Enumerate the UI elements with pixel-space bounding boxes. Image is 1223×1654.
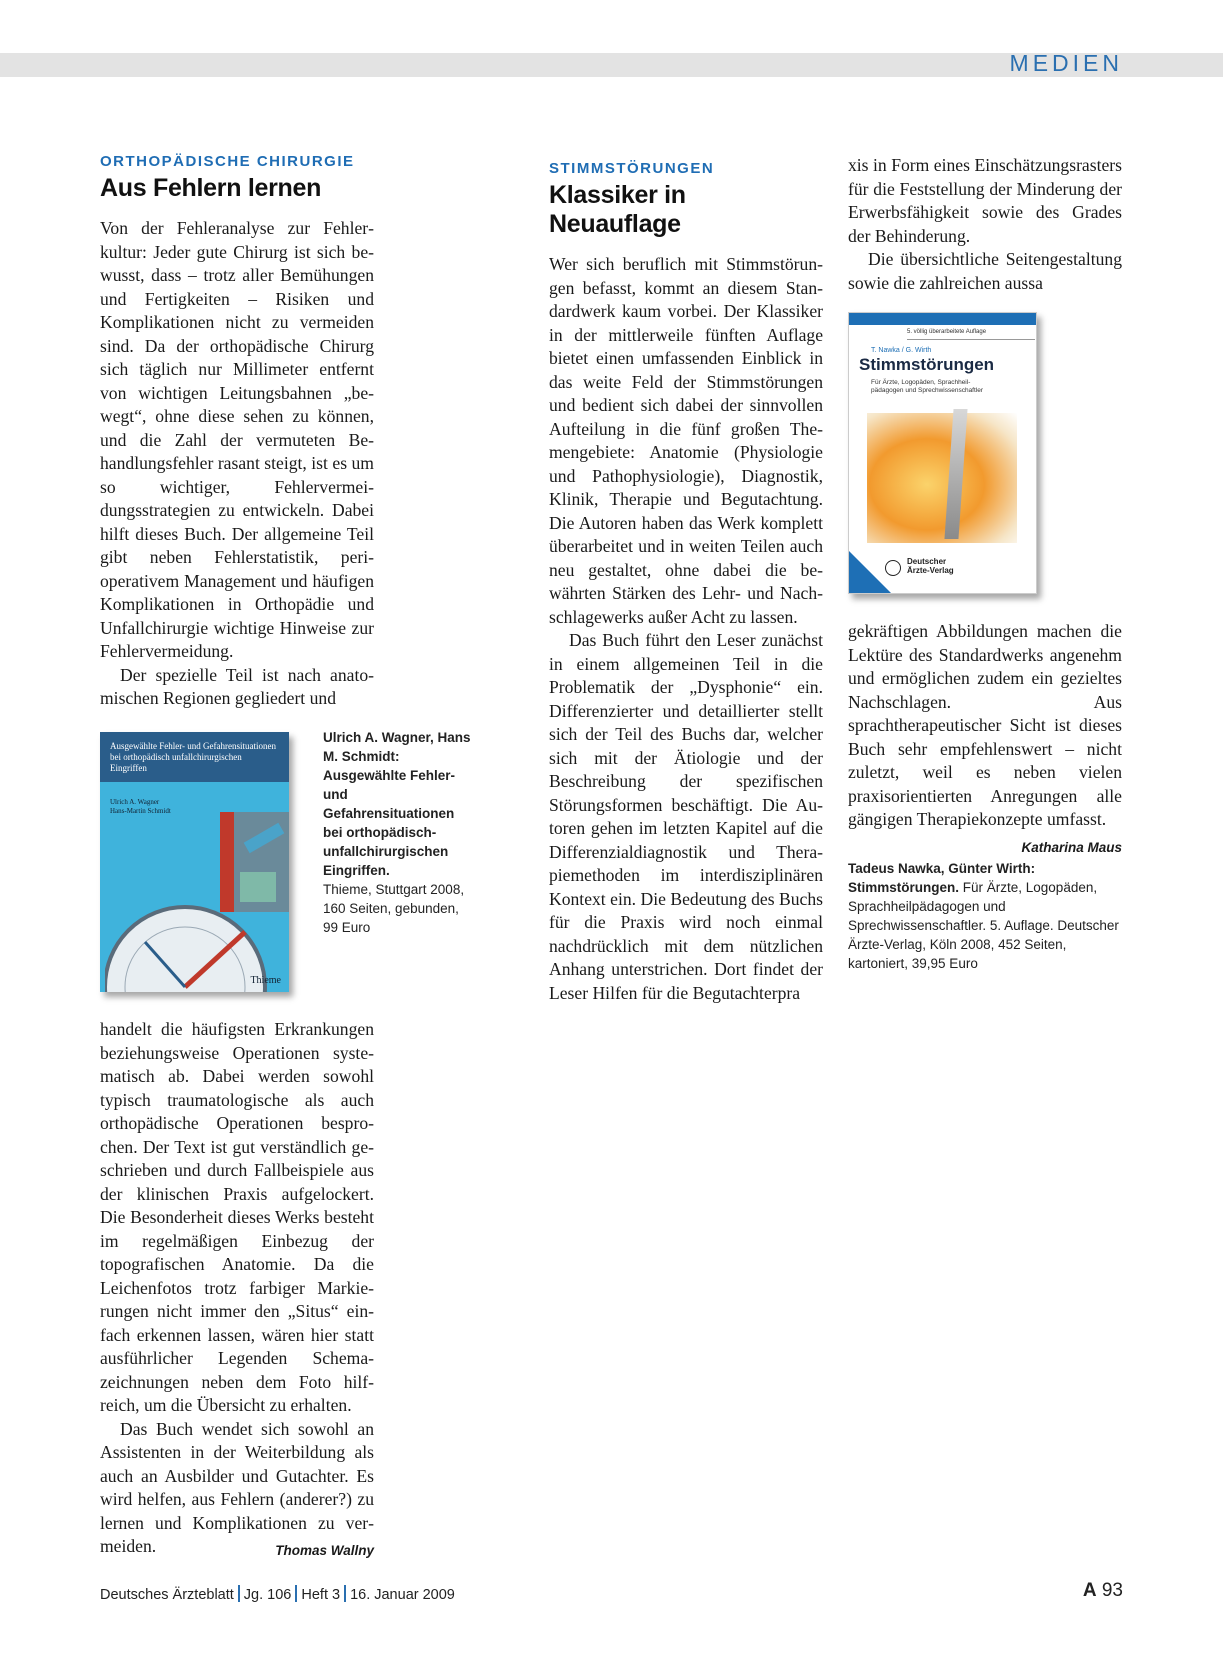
article2-paragraph: Die übersichtliche Seitengestaltung sowie die zahlreichen aussa bbox=[848, 249, 1122, 293]
section-label: MEDIEN bbox=[1009, 50, 1123, 76]
article1-last-paragraph: Das Buch wendet sich sowohl an Assistenten in der Weiterbildung als auch an Ausbilder und Gutachter. Es wird helfen, aus Fehlern (anderer?) zu lernen und Komplikationen zu vermeiden. bbox=[100, 1418, 374, 1556]
article1-title: Aus Fehlern lernen bbox=[100, 174, 322, 202]
article2-paragraph bbox=[848, 620, 1122, 855]
article2-body bbox=[549, 253, 823, 1005]
article1-column-bottom bbox=[100, 1018, 374, 1563]
page-prefix: A bbox=[1082, 1580, 1097, 1601]
article2-caption-text: Für Ärzte, Logopäden, Sprachheilpädagogen und Sprechwissenschaftler. 5. Auflage. Deutscher Ärzte-Verlag, Köln 2008, 452 Seiten, kartoniert, 39,95 Euro bbox=[848, 880, 1119, 971]
article1-paragraph: handelt die häufigsten Erkrankungen beziehungsweise Operationen systematisch ab. Dabei werden sowohl typisch traumatologische als auch orthopädische Operationen besprochen. Der Text ist gut verständlich geschrieben und durch Fallbeispiele aus der klinischen Praxis aufgelockert. Die Besonderheit dieses Werks besteht im regelmäßigen Einbezug der topografischen Anatomie. Da die Leichenfotos trotz farbiger Markierungen nicht immer den „Situs“ einfach erkennen lassen, wären hier statt ausführlicher Legenden Schemazeichnungen neben dem Foto hilfreich, um die Übersicht zu erhalten. bbox=[100, 1019, 374, 1415]
article1-paragraph bbox=[100, 1418, 374, 1559]
footer-journal: Deutsches Ärzteblatt bbox=[100, 1587, 234, 1603]
article1-caption bbox=[323, 728, 473, 937]
cover-corner bbox=[849, 551, 891, 593]
cover-publisher bbox=[907, 557, 954, 575]
book-cover-stimmstoerungen bbox=[848, 312, 1037, 594]
publisher-logo-icon bbox=[885, 560, 901, 576]
page-footer bbox=[100, 1585, 455, 1603]
article2-paragraph: xis in Form eines Einschätzungsrasters für die Feststellung der Minderung der Erwerbsfähigkeit sowie des Grades der Behinderung. bbox=[848, 155, 1122, 246]
footer-issue: Heft 3 bbox=[301, 1587, 341, 1603]
caption-line: 99 Euro bbox=[323, 920, 371, 935]
cover-title: Stimmstörungen bbox=[859, 355, 995, 374]
article2-kicker: STIMMSTÖRUNGEN bbox=[549, 160, 715, 177]
article2-column-continued bbox=[848, 154, 1122, 295]
cover-author: Hans-Martin Schmidt bbox=[110, 807, 171, 815]
cover-top-band bbox=[849, 313, 1036, 325]
article1-caption-bold: Ulrich A. Wagner, Hans M. Schmidt: Ausgewählte Fehler- und Gefahrensituationen bei orthopädisch-unfallchirurgischen Eingriffen. bbox=[323, 730, 471, 878]
footer-volume: Jg. 106 bbox=[243, 1587, 292, 1603]
cover-author: Ulrich A. Wagner bbox=[110, 798, 160, 806]
cover-edition: 5. völlig überarbeitete Auflage bbox=[907, 329, 987, 335]
cover-title: Ausgewählte Fehler- und Gefahrensituationen bei orthopädisch unfallchirurgischen Eingriffen bbox=[110, 741, 277, 773]
article2-paragraph: Wer sich beruflich mit Stimmstörungen befasst, kommt an diesem Standardwerk kaum vorbei. Der Klassiker in der mittlerweile fünften Auflage bietet einen umfassenden Einblick in das weite Feld der Stimmstörungen und bedient sich dabei der sinnvollen Aufteilung in die fünf großen Themengebiete: Anatomie (Physiologie und Pathophysiologie), Diagnostik, Klinik, Therapie und Begutachtung. Die Autoren haben das Werk komplett überarbeitet und in weiten Teilen auch neu gestaltet, ohne dabei die bewährten Stärken des Lehr- und Nachschlagewerks außer Acht zu lassen. bbox=[549, 254, 823, 627]
page-number-value: 93 bbox=[1101, 1580, 1123, 1601]
article2-caption-bold: Tadeus Nawka, Günter Wirth: Stimmstörungen. bbox=[848, 861, 1036, 895]
cover-publisher: Thieme bbox=[250, 975, 281, 986]
book-cover-orthopedics bbox=[100, 732, 289, 992]
article1-body-top bbox=[100, 217, 374, 711]
caption-line: 160 Seiten, gebunden, bbox=[323, 901, 459, 916]
article1-author: Thomas Wallny bbox=[275, 1543, 374, 1558]
cover-publisher-line: Deutscher bbox=[907, 557, 947, 566]
cover-authors: T. Nawka / G. Wirth bbox=[871, 347, 932, 354]
article2-title: Klassiker in Neuauflage bbox=[549, 181, 686, 238]
cover-publisher-line: Ärzte-Verlag bbox=[907, 566, 954, 575]
page-number bbox=[1083, 1580, 1123, 1602]
article2-column-end bbox=[848, 620, 1122, 973]
article1-paragraph: Von der Fehleranalyse zur Fehlerkultur: Jeder gute Chirurg ist sich bewusst, dass – trotz aller Bemühungen und Fertigkeiten – Risiken und Komplikationen nicht zu vermeiden sind. Da der orthopädische Chirurg sich täglich nur Millimeter entfernt von wichtigen Leitungsbahnen „bewegt“, ohne diese sehen zu können, und die Zahl der vermuteten Behandlungsfehler rasant steigt, ist es um so wichtiger, Fehlervermeidungsstrategien zu entwickeln. Dabei hilft dieses Buch. Der allgemeine Teil gibt neben Fehlerstatistik, perioperativem Management und häufigen Komplikationen in Orthopädie und Unfallchirurgie wichtige Hinweise zur Fehlervermeidung. bbox=[100, 218, 374, 661]
cover-subtitle-line: Für Ärzte, Logopäden, Sprachheil- bbox=[871, 379, 971, 386]
article2-last-paragraph: gekräftigen Abbildungen machen die Lektüre des Standardwerks angenehm und ermöglichen zudem ein gezieltes Nachschlagen. Aus sprachtherapeutischer Sicht ist dieses Buch sehr empfehlenswert – nicht zuletzt, weil es neben vielen praxisorientierten Anregungen alle gängigen Therapiekonzepte umfasst. bbox=[848, 621, 1122, 829]
caption-line: Thieme, Stuttgart 2008, bbox=[323, 882, 465, 897]
article2-paragraph: Das Buch führt den Leser zunächst in einem allgemeinen Teil in die Problematik der „Dysphonie“ ein. Differenzierter und detaillierter stellt sich der Teil des Buchs dar, welcher sich mit der Ätiologie und der Beschreibung der spezifischen Störungsformen beschäftigt. Die Autoren gehen im letzten Kapitel auf die Differenzialdiagnostik und Therapiemethoden im interdisziplinären Kontext ein. Die Bedeutung des Buchs für die Praxis wird noch einmal nachdrücklich mit dem nützlichen Anhang unterstrichen. Dort findet der Leser Hilfen für die Begutachterpra bbox=[549, 630, 823, 1003]
footer-date: 16. Januar 2009 bbox=[350, 1587, 455, 1603]
article1-kicker: ORTHOPÄDISCHE CHIRURGIE bbox=[100, 153, 355, 170]
cover-subtitle-line: pädagogen und Sprechwissenschaftler bbox=[871, 387, 984, 394]
footer-separator bbox=[344, 1585, 346, 1602]
article2-author: Katharina Maus bbox=[1021, 839, 1122, 855]
article1-paragraph: Der spezielle Teil ist nach anatomischen Regionen gegliedert und bbox=[100, 664, 374, 708]
article2-caption bbox=[848, 859, 1122, 973]
footer-separator bbox=[238, 1585, 240, 1602]
cover-subtitle bbox=[871, 379, 983, 395]
footer-separator bbox=[295, 1585, 297, 1602]
cover-photo bbox=[867, 413, 1017, 543]
article1-column-top bbox=[100, 153, 374, 711]
article2-column bbox=[549, 160, 823, 1005]
